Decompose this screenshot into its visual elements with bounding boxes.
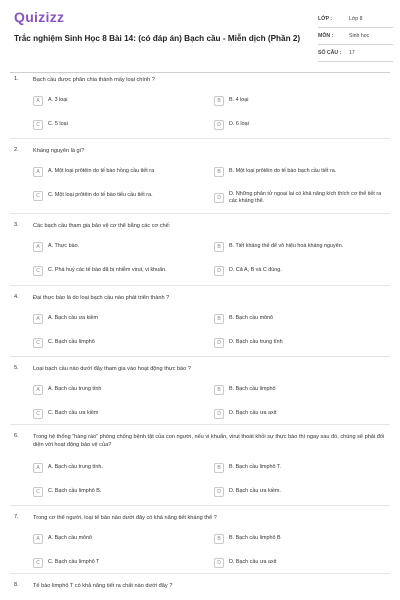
option-letter-box: B (214, 463, 224, 473)
option-text: C. Một loại prôtêin do tế bào tiểu cầu tiết ra. (48, 192, 153, 199)
meta-table (318, 11, 393, 62)
option-text: B. Bạch cầu limphô (229, 386, 276, 393)
meta-value: Sinh học (349, 33, 370, 39)
answer-option-a[interactable] (33, 242, 203, 252)
question-number: 8. (14, 582, 19, 588)
meta-key: LỚP : (318, 16, 333, 22)
question-number: 1. (14, 76, 19, 82)
option-letter-box: A (33, 534, 43, 544)
question-divider (10, 424, 390, 425)
option-letter-box: C (33, 558, 43, 568)
option-text: C. Bạch cầu limphô B. (48, 488, 102, 495)
answer-option-d[interactable] (214, 120, 389, 130)
option-text: A. Bạch cầu mônô (48, 535, 93, 542)
question-text: Tế bào limphô T có khả năng tiết ra chất nào dưới đây ? (33, 583, 173, 589)
option-letter-box: D (214, 558, 224, 568)
answer-option-b[interactable] (214, 534, 389, 544)
option-letter-box: A (33, 385, 43, 395)
question-text: Kháng nguyên là gì? (33, 148, 85, 154)
answer-option-b[interactable] (214, 463, 389, 473)
answer-option-c[interactable] (33, 120, 203, 130)
meta-value: 17 (349, 50, 355, 56)
question-text: Đại thực bào là do loại bạch cầu nào phát triển thành ? (33, 295, 170, 301)
option-text: B. Bạch cầu limphô T. (229, 464, 282, 471)
answer-option-c[interactable] (33, 487, 203, 497)
question-text: Bạch cầu được phân chia thành mấy loại chính ? (33, 77, 155, 83)
answer-option-d[interactable] (214, 487, 389, 497)
option-text: C. Phá huỷ các tế bào đã bị nhiễm virut, vi khuẩn. (48, 267, 167, 274)
option-letter-box: B (214, 242, 224, 252)
meta-row-grade (318, 11, 393, 28)
option-text: D. Bạch cầu trung tính (229, 339, 283, 346)
option-text: D. Cả A, B và C đúng. (229, 267, 282, 274)
answer-option-d[interactable] (214, 558, 389, 568)
option-text: C. Bạch cầu limphô T (48, 559, 100, 566)
option-text: D. Bạch cầu ưa axit (229, 410, 277, 417)
option-letter-box: A (33, 167, 43, 177)
worksheet-header (0, 0, 400, 72)
option-letter-box: B (214, 534, 224, 544)
answer-option-c[interactable] (33, 558, 203, 568)
option-text: C. 5 loại (48, 121, 68, 128)
question-divider (10, 573, 390, 574)
question-number: 6. (14, 433, 19, 439)
answer-option-a[interactable] (33, 167, 203, 177)
answer-option-d[interactable] (214, 338, 389, 348)
answer-option-b[interactable] (214, 96, 389, 106)
question-text: Trong hệ thống “hàng rào” phòng chống bệnh tật của con người, nếu vi khuẩn, virut thoát khỏi sự thực bào thì ngay sau đó, chúng sẽ phải đối diện với hoạt động bảo vệ của? (33, 434, 385, 449)
option-text: A. Bạch cầu ưa kiềm (48, 315, 99, 322)
question-text: Loại bạch cầu nào dưới đây tham gia vào hoạt động thực bào ? (33, 366, 191, 372)
option-letter-box: A (33, 463, 43, 473)
meta-value: Lớp 8 (349, 16, 363, 22)
option-letter-box: C (33, 338, 43, 348)
answer-option-c[interactable] (33, 338, 203, 348)
option-letter-box: B (214, 385, 224, 395)
option-letter-box: D (214, 338, 224, 348)
option-letter-box: A (33, 96, 43, 106)
option-letter-box: D (214, 120, 224, 130)
answer-option-c[interactable] (33, 266, 203, 276)
option-letter-box: D (214, 266, 224, 276)
option-text: D. Bạch cầu ưa axit (229, 559, 277, 566)
option-text: C. Bạch cầu ưa kiềm (48, 410, 99, 417)
answer-option-b[interactable] (214, 314, 389, 324)
option-text: B. 4 loại (229, 97, 249, 104)
answer-option-b[interactable] (214, 242, 389, 252)
option-text: C. Bạch cầu limphô (48, 339, 95, 346)
quizizz-logo: Quizizz (14, 9, 65, 25)
meta-row-subject (318, 28, 393, 45)
option-letter-box: C (33, 409, 43, 419)
question-divider (10, 285, 390, 286)
answer-option-d[interactable] (214, 266, 389, 276)
question-number: 2. (14, 147, 19, 153)
question-number: 3. (14, 222, 19, 228)
answer-option-a[interactable] (33, 534, 203, 544)
option-letter-box: C (33, 120, 43, 130)
option-text: B. Một loại prôtêin do tế bào bạch cầu tiết ra. (229, 168, 337, 175)
question-text: Trong cơ thể người, loại tế bào nào dưới đây có khả năng tiết kháng thể ? (33, 515, 217, 521)
option-letter-box: C (33, 266, 43, 276)
option-text: A. Thực bào. (48, 243, 80, 250)
option-text: B. Bạch cầu mônô (229, 315, 274, 322)
question-divider (10, 213, 390, 214)
option-text: A. Một loại prôtêin do tế bào hồng cầu tiết ra (48, 168, 155, 175)
page-title: Trắc nghiệm Sinh Học 8 Bài 14: (có đáp án) Bạch cầu - Miễn dịch (Phần 2) (14, 34, 301, 43)
option-text: A. Bạch cầu trung tính (48, 386, 102, 393)
question-number: 4. (14, 294, 19, 300)
option-text: A. 3 loại (48, 97, 68, 104)
option-text: B. Bạch cầu limphô B (229, 535, 281, 542)
question-number: 5. (14, 365, 19, 371)
option-text: A. Bạch cầu trung tính. (48, 464, 103, 471)
option-letter-box: D (214, 409, 224, 419)
answer-option-a[interactable] (33, 463, 203, 473)
answer-option-c[interactable] (33, 409, 203, 419)
meta-key: SỐ CÂU : (318, 50, 342, 56)
option-letter-box: D (214, 487, 224, 497)
option-text: D. Những phân tử ngoại lai có khả năng kích thích cơ thể tiết ra các kháng thể. (229, 191, 382, 205)
option-letter-box: B (214, 314, 224, 324)
question-text: Các bạch cầu tham gia bảo vệ cơ thể bằng các cơ chế: (33, 223, 171, 229)
option-letter-box: B (214, 167, 224, 177)
option-text: D. Bạch cầu ưa kiềm. (229, 488, 281, 495)
meta-row-count (318, 45, 393, 62)
question-divider (10, 356, 390, 357)
answer-option-a[interactable] (33, 314, 203, 324)
option-letter-box: C (33, 487, 43, 497)
option-letter-box: D (214, 193, 224, 203)
answer-option-a[interactable] (33, 96, 203, 106)
question-divider (10, 505, 390, 506)
option-letter-box: B (214, 96, 224, 106)
answer-option-d[interactable] (214, 409, 389, 419)
question-number: 7. (14, 514, 19, 520)
option-letter-box: C (33, 191, 43, 201)
meta-key: MÔN : (318, 33, 334, 39)
answer-option-b[interactable] (214, 385, 389, 395)
question-divider (10, 138, 390, 139)
option-letter-box: A (33, 242, 43, 252)
answer-option-a[interactable] (33, 385, 203, 395)
option-text: D. 6 loại (229, 121, 249, 128)
answer-option-c[interactable] (33, 191, 203, 201)
option-letter-box: A (33, 314, 43, 324)
answer-option-b[interactable] (214, 167, 389, 177)
answer-option-d[interactable] (214, 191, 389, 206)
header-divider (10, 72, 390, 73)
option-text: B. Tiết kháng thể để vô hiệu hoá kháng nguyên. (229, 243, 344, 250)
